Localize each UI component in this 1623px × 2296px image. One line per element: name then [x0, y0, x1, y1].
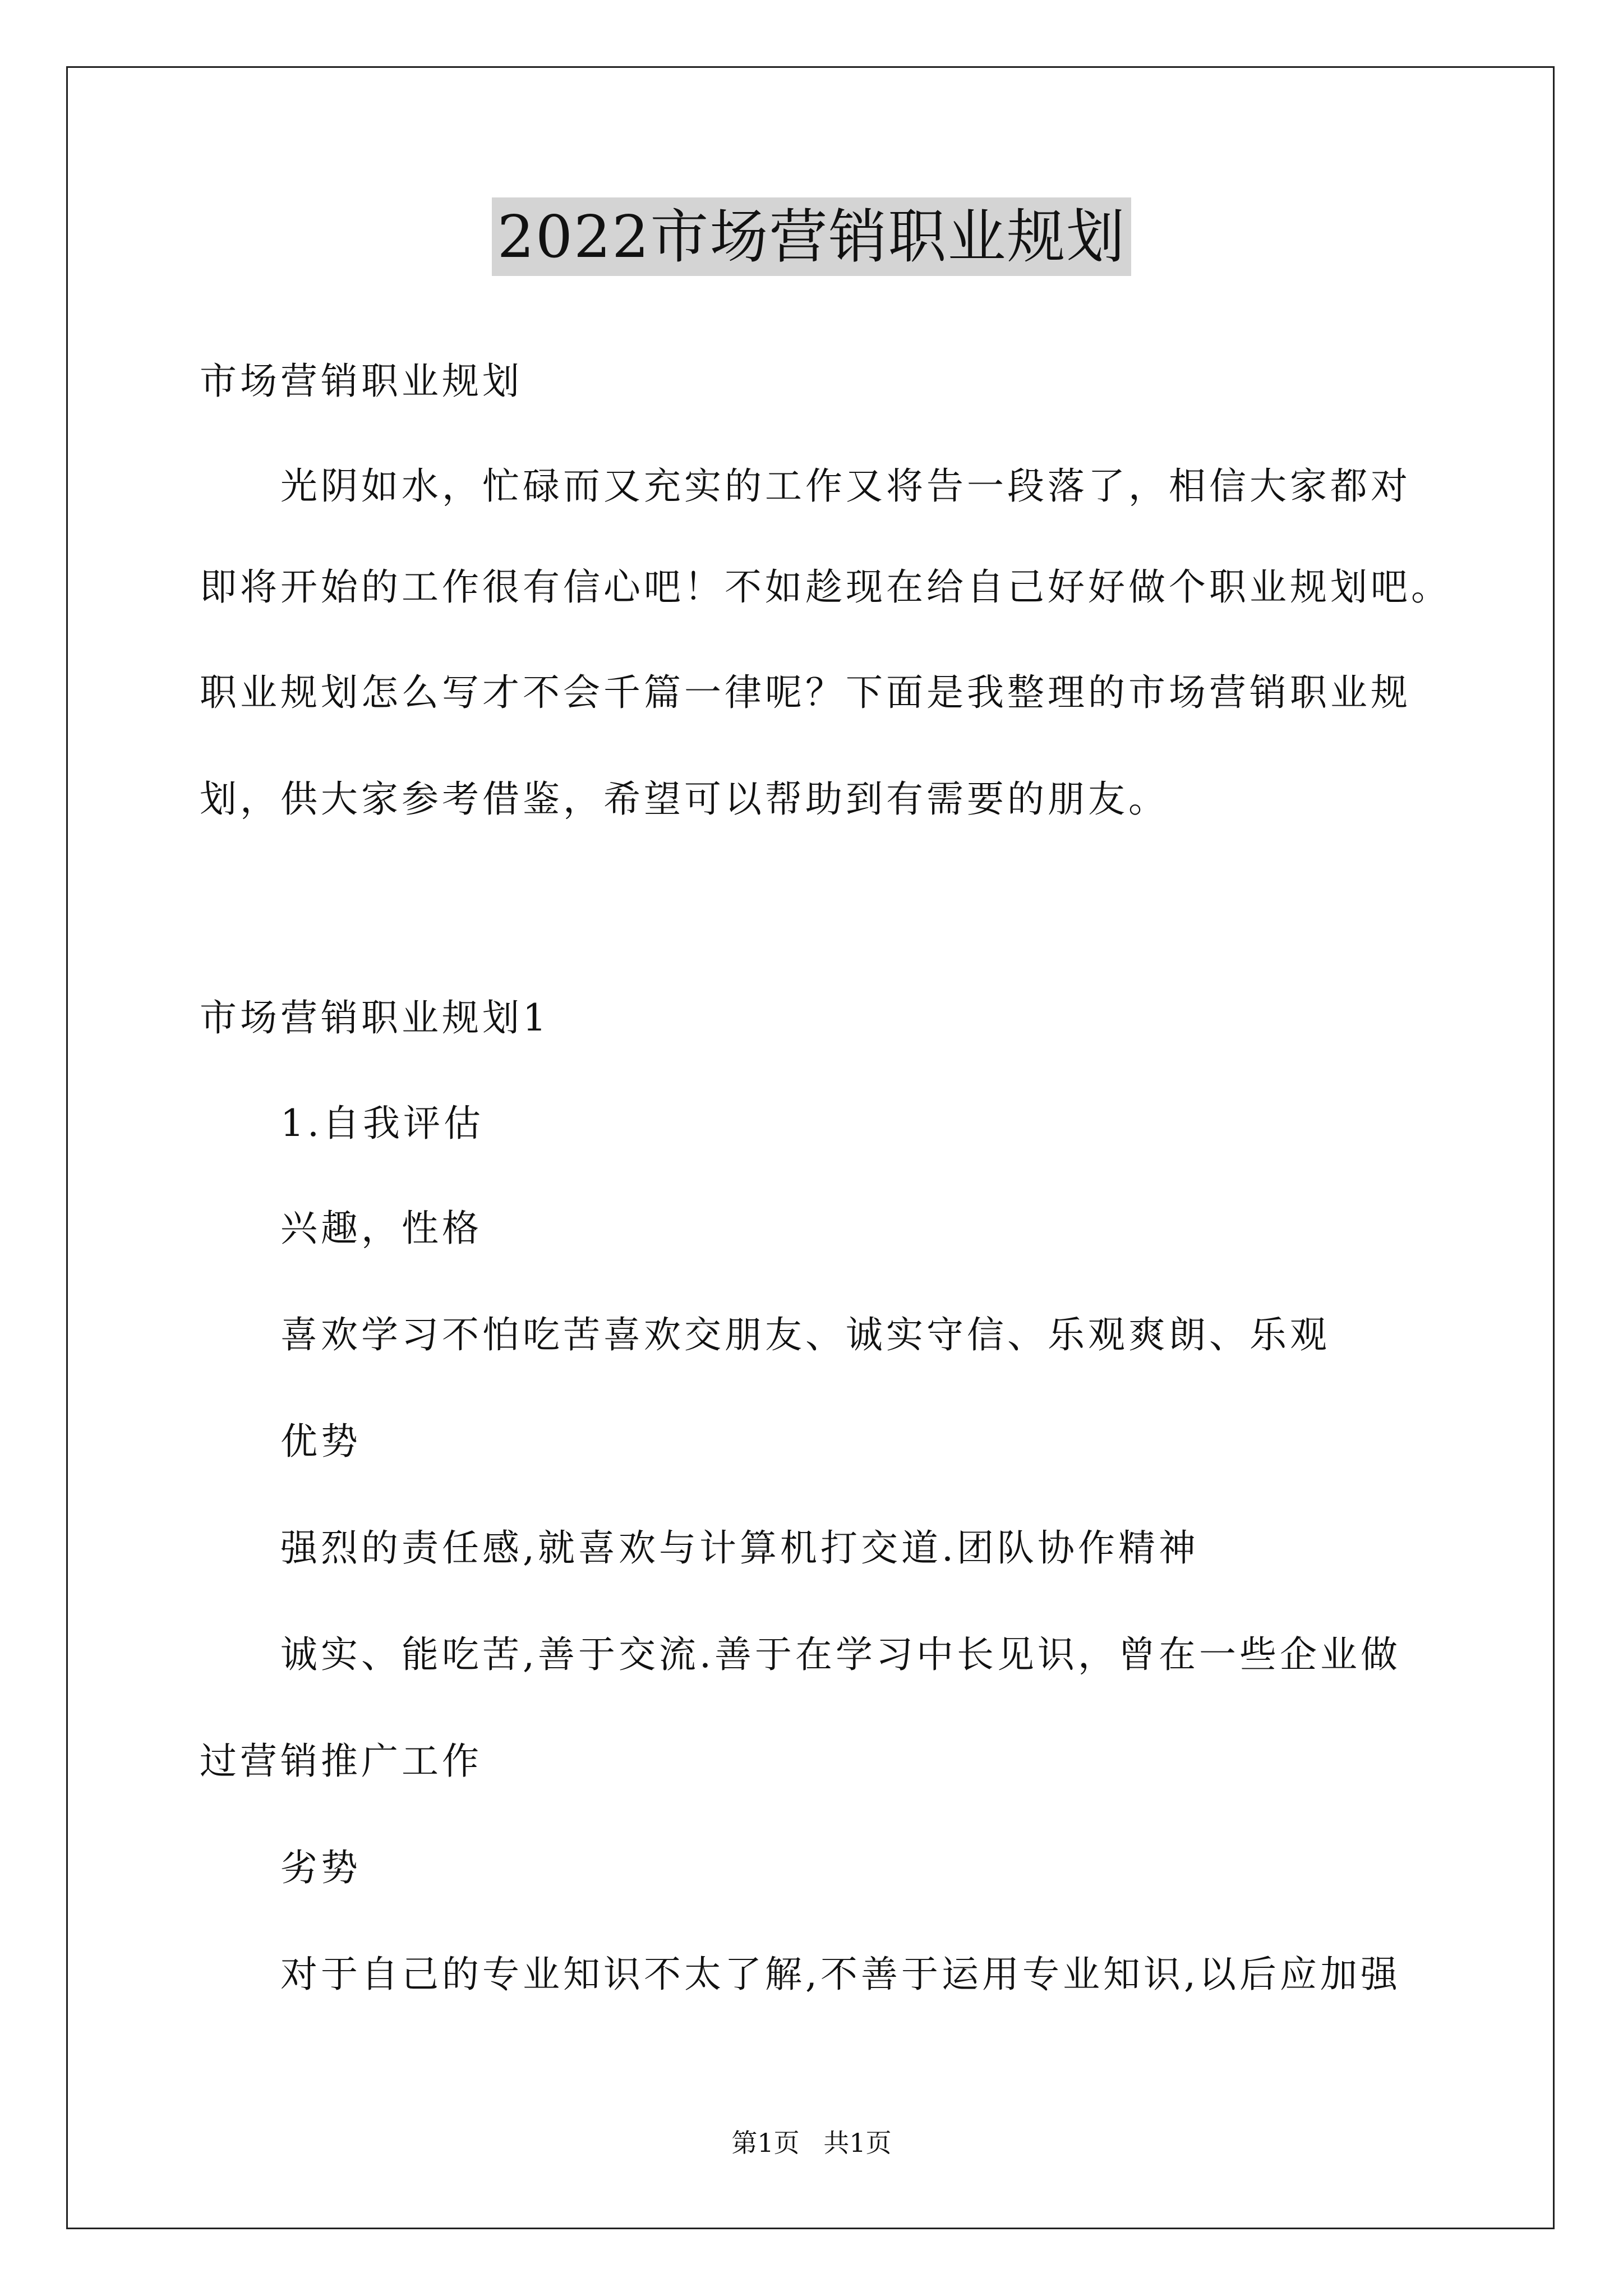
- intro-line-1: 光阴如水，忙碌而又充实的工作又将告一段落了，相信大家都对: [280, 464, 1411, 508]
- section-heading: 市场营销职业规划1: [200, 996, 550, 1039]
- weakness-text: 对于自己的专业知识不太了解,不善于运用专业知识,以后应加强: [280, 1953, 1401, 1996]
- intro-line-3: 职业规划怎么写才不会千篇一律呢？下面是我整理的市场营销职业规: [200, 671, 1411, 714]
- weakness-label: 劣势: [280, 1846, 361, 1889]
- page-number-total: 共1页: [823, 2128, 892, 2158]
- title-container: [0, 197, 1623, 276]
- page-number-current: 第1页: [731, 2128, 800, 2158]
- document-title: 2022市场营销职业规划: [492, 197, 1132, 276]
- strength-label: 优势: [280, 1420, 361, 1463]
- document-subtitle: 市场营销职业规划: [200, 360, 523, 403]
- intro-line-4: 划，供大家参考借鉴，希望可以帮助到有需要的朋友。: [200, 777, 1169, 821]
- page-footer: [0, 2126, 1623, 2160]
- item-heading: 1.自我评估: [280, 1102, 484, 1145]
- interest-text: 喜欢学习不怕吃苦喜欢交朋友、诚实守信、乐观爽朗、乐观: [280, 1313, 1330, 1356]
- strength-text-2b: 过营销推广工作: [200, 1740, 482, 1783]
- strength-text-1: 强烈的责任感,就喜欢与计算机打交道.团队协作精神: [280, 1526, 1199, 1570]
- strength-text-2a: 诚实、能吃苦,善于交流.善于在学习中长见识，曾在一些企业做: [280, 1633, 1401, 1676]
- intro-line-2: 即将开始的工作很有信心吧！不如趁现在给自己好好做个职业规划吧。: [200, 565, 1451, 609]
- interest-label: 兴趣，性格: [280, 1207, 482, 1250]
